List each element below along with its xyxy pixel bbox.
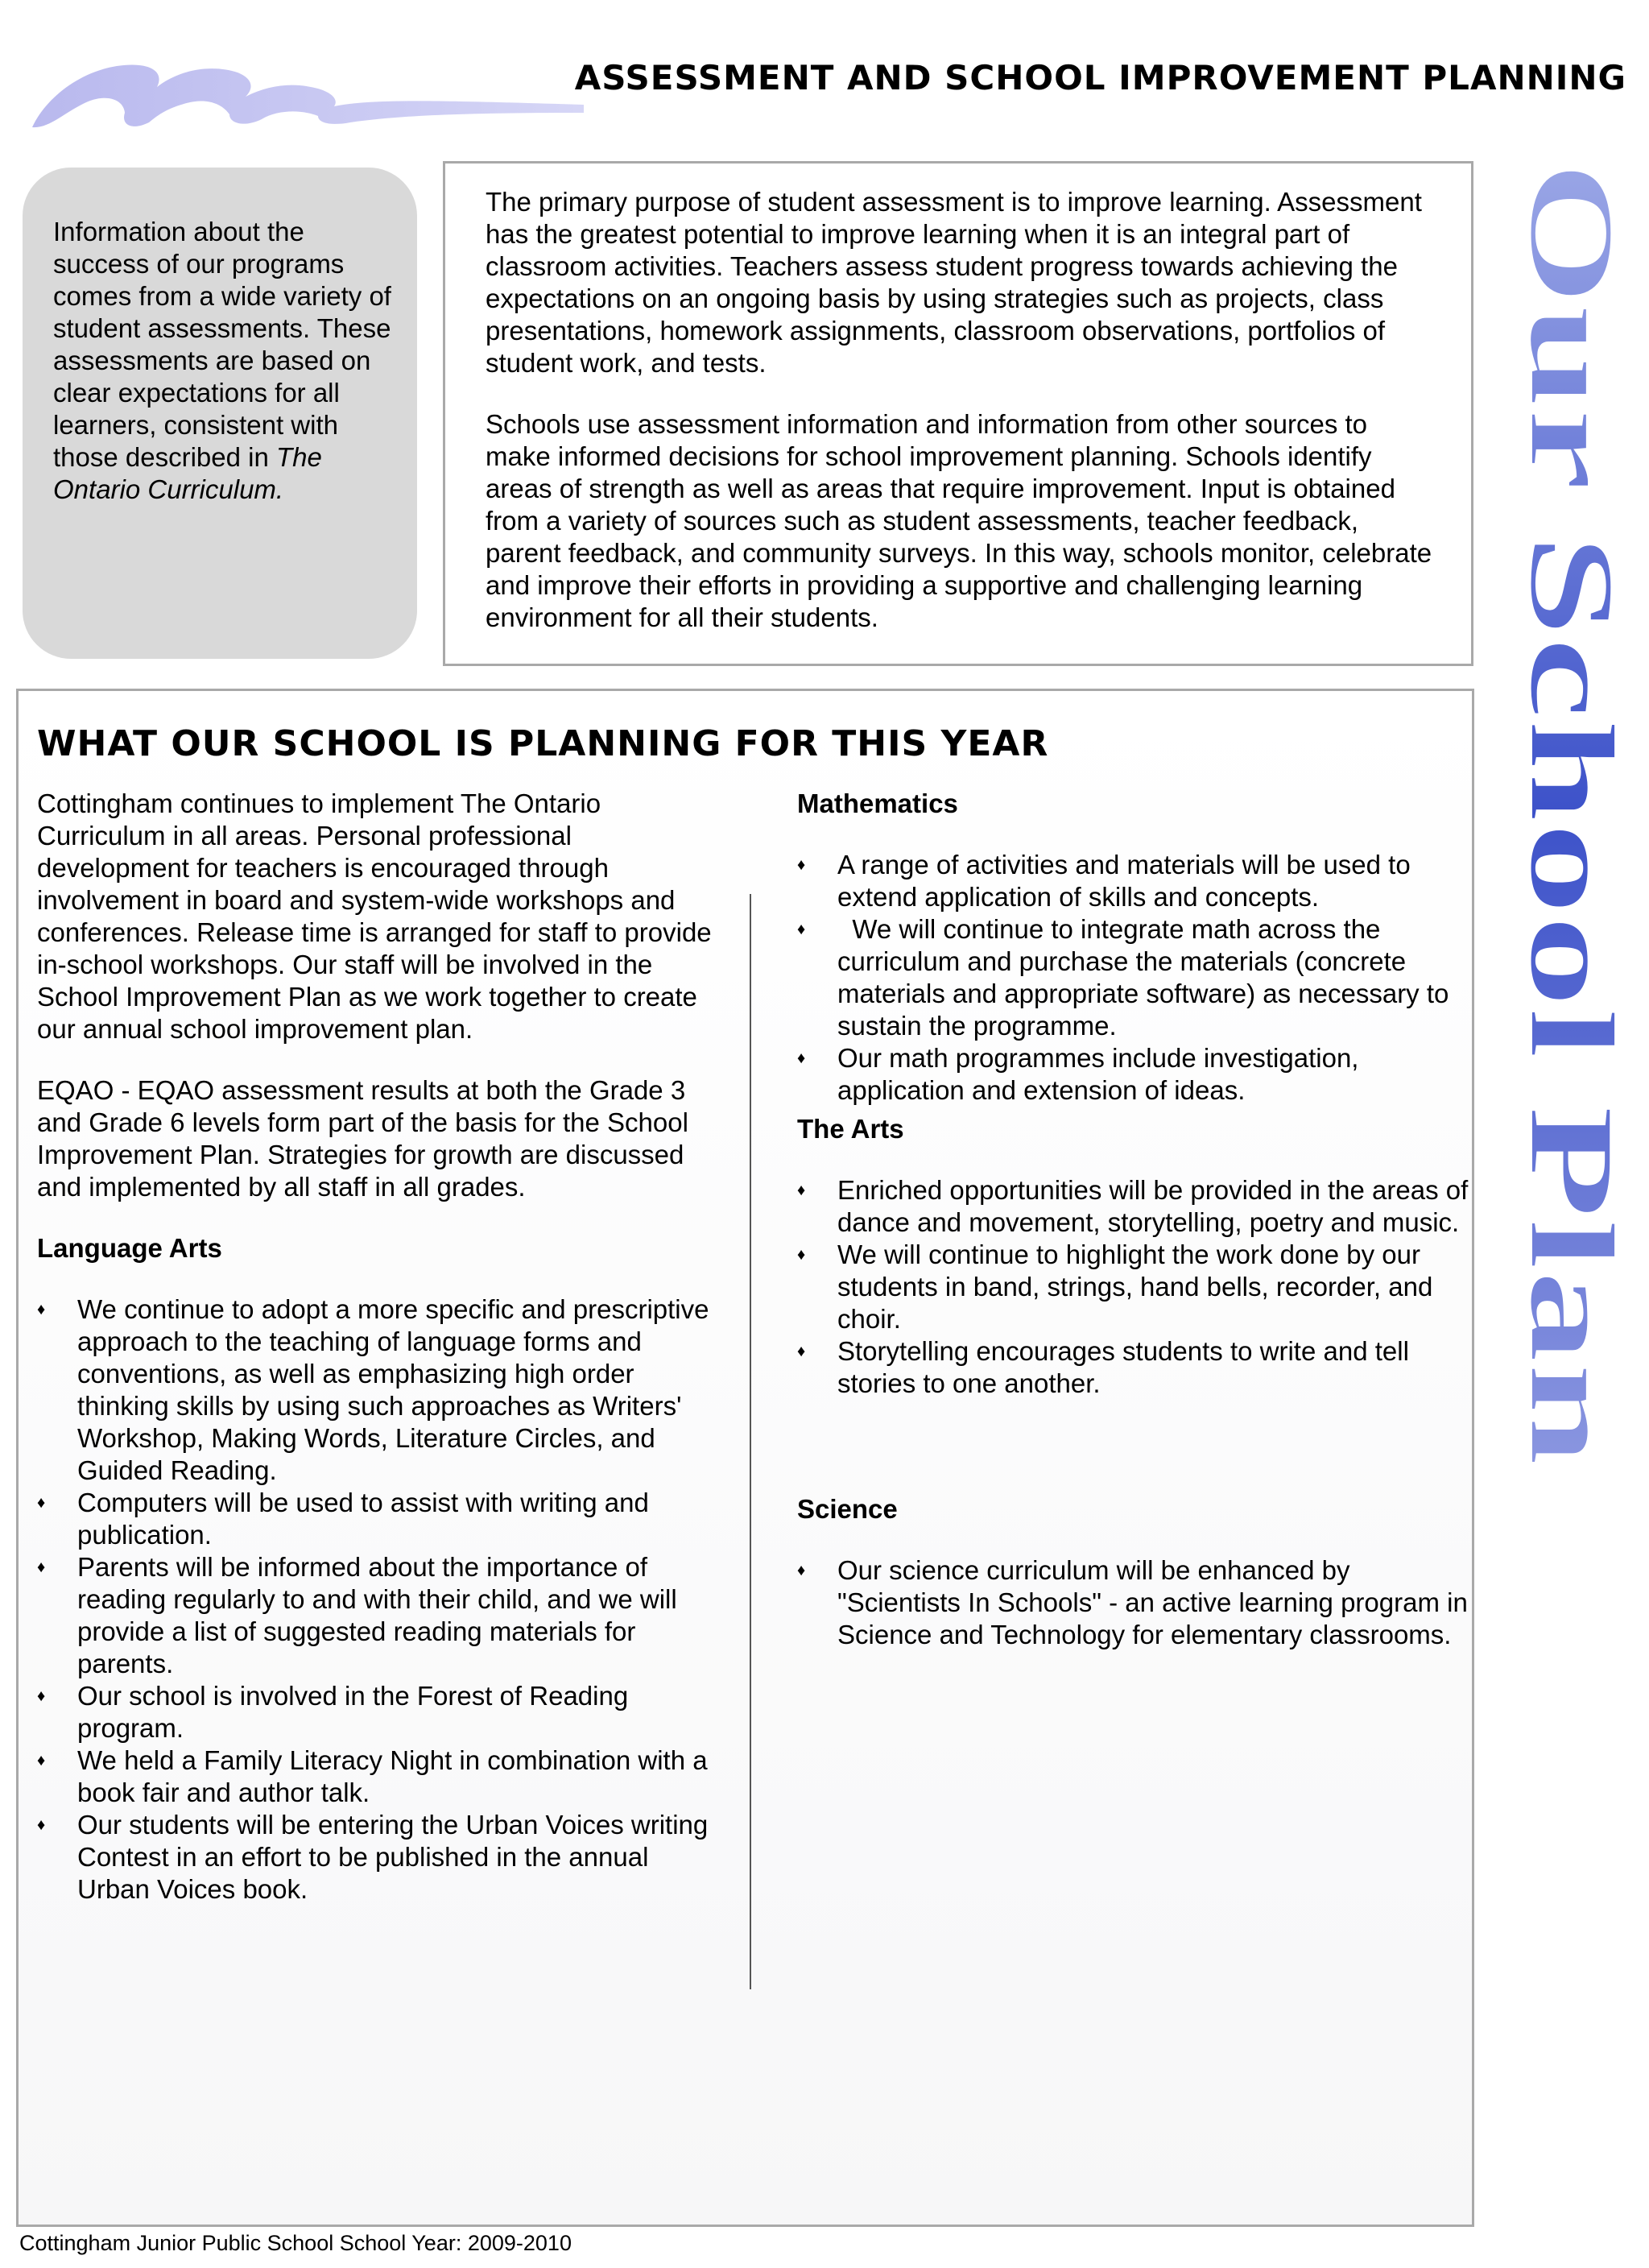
list-item-text: Enriched opportunities will be provided in the areas of dance and movement, storytelling, poetry and music. xyxy=(837,1175,1469,1237)
intro-paragraph: The primary purpose of student assessment is to improve learning. Assessment has the greatest potential to improve learning when it is an integral part of classroom activities. Teachers assess student progress towards achieving the expectations on an ongoing basis by using strategies such as projects, class presentations, homework assignments, classroom observations, portfolios of student work, and tests. xyxy=(486,187,1422,378)
arts-heading: The Arts xyxy=(797,1114,904,1144)
diamond-bullet-icon: ♦ xyxy=(797,1049,806,1067)
list-item xyxy=(37,1487,721,1551)
list-item xyxy=(797,1554,1473,1651)
diamond-bullet-icon: ♦ xyxy=(797,856,806,874)
diamond-bullet-icon: ♦ xyxy=(797,1562,806,1579)
list-item xyxy=(797,913,1473,1042)
column-divider xyxy=(750,894,751,1989)
list-item-text: We will continue to integrate math across the curriculum and purchase the materials (concrete materials and appropriate software) as necessary to sustain the programme. xyxy=(837,914,1457,1041)
sidebar-note-text xyxy=(53,216,393,506)
list-item-text: Our math programmes include investigation, application and extension of ideas. xyxy=(837,1043,1359,1105)
page-title: ASSESSMENT AND SCHOOL IMPROVEMENT PLANNING xyxy=(574,58,1626,97)
list-item xyxy=(797,849,1473,913)
list-item xyxy=(797,1335,1473,1400)
diamond-bullet-icon: ♦ xyxy=(37,1494,46,1512)
diamond-bullet-icon: ♦ xyxy=(37,1752,46,1769)
list-item xyxy=(37,1744,721,1809)
sidebar-note-plain: Information about the success of our programs comes from a wide variety of student assessments. These assessments are based on clear expectations for all learners, consistent with those described in xyxy=(53,217,391,472)
diamond-bullet-icon: ♦ xyxy=(797,1246,806,1264)
diamond-bullet-icon: ♦ xyxy=(797,921,806,938)
vertical-title-text: Our School Plan xyxy=(1505,161,1639,1012)
list-item-text: Our school is involved in the Forest of Reading program. xyxy=(77,1681,629,1743)
science-heading: Science xyxy=(797,1494,898,1524)
list-item-text: Computers will be used to assist with writing and publication. xyxy=(77,1488,649,1550)
language-arts-heading: Language Arts xyxy=(37,1233,222,1263)
science-list xyxy=(797,1554,1473,1651)
list-item xyxy=(37,1809,721,1906)
page-footer: Cottingham Junior Public School School Year: 2009-2010 xyxy=(19,2231,572,2255)
diamond-bullet-icon: ♦ xyxy=(37,1558,46,1576)
planning-right-column xyxy=(797,788,1473,1651)
list-item xyxy=(37,1551,721,1680)
list-item-text: Parents will be informed about the importance of reading regularly to and with their child, and we will provide a list of suggested reading materials for parents. xyxy=(77,1552,677,1678)
diamond-bullet-icon: ♦ xyxy=(797,1343,806,1360)
intro-paragraph: Schools use assessment information and information from other sources to make informed decisions for school improvement planning. Schools identify areas of strength as well as areas that require improvement. Input is obtained from a variety of sources such as student assessments, teacher feedback, parent feedback, and community surveys. In this way, schools monitor, celebrate and improve their efforts in providing a supportive and challenging learning environment for all their students. xyxy=(486,409,1432,632)
curriculum-paragraph: Cottingham continues to implement The Ontario Curriculum in all areas. Personal professional development for teachers is encouraged through involvement in board and system-wide workshops and conferences. Release time is arranged for staff to provide in-school workshops. Our staff will be involved in the School Improvement Plan as we work together to create our annual school improvement plan. xyxy=(37,788,712,1044)
list-item-text: Storytelling encourages students to write and tell stories to one another. xyxy=(837,1336,1409,1398)
list-item-text: We will continue to highlight the work done by our students in band, strings, hand bells, recorder, and choir. xyxy=(837,1240,1433,1334)
arts-list xyxy=(797,1174,1473,1400)
list-item xyxy=(797,1042,1473,1107)
header-swoosh-graphic xyxy=(28,56,592,149)
planning-heading: WHAT OUR SCHOOL IS PLANNING FOR THIS YEAR xyxy=(37,723,1049,764)
vertical-section-title xyxy=(1505,153,1639,1474)
eqao-paragraph: EQAO - EQAO assessment results at both the Grade 3 and Grade 6 levels form part of the basis for the School Improvement Plan. Strategies for growth are discussed and implemented by all staff in all grades. xyxy=(37,1075,688,1202)
sidebar-note-italic: The Ontario Curriculum. xyxy=(53,442,322,504)
diamond-bullet-icon: ♦ xyxy=(37,1816,46,1834)
list-item xyxy=(37,1680,721,1744)
list-item-text: Our students will be entering the Urban Voices writing Contest in an effort to be published in the annual Urban Voices book. xyxy=(77,1810,709,1904)
diamond-bullet-icon: ♦ xyxy=(797,1182,806,1199)
sidebar-info-note xyxy=(23,168,417,659)
planning-left-column xyxy=(37,788,721,1906)
list-item-text: We held a Family Literacy Night in combination with a book fair and author talk. xyxy=(77,1745,708,1807)
list-item xyxy=(37,1293,721,1487)
diamond-bullet-icon: ♦ xyxy=(37,1301,46,1318)
intro-box xyxy=(443,161,1473,666)
list-item-text: A range of activities and materials will be used to extend application of skills and concepts. xyxy=(837,850,1411,912)
list-item-text: We continue to adopt a more specific and prescriptive approach to the teaching of language forms and conventions, as well as emphasizing high order thinking skills by using such approaches as Writers' Workshop, Making Words, Literature Circles, and Guided Reading. xyxy=(77,1294,709,1485)
language-arts-list xyxy=(37,1293,721,1906)
mathematics-list xyxy=(797,849,1473,1107)
list-item-text: Our science curriculum will be enhanced by "Scientists In Schools" - an active learning program in Science and Technology for elementary classrooms. xyxy=(837,1555,1468,1649)
list-item xyxy=(797,1174,1473,1239)
list-item xyxy=(797,1239,1473,1335)
mathematics-heading: Mathematics xyxy=(797,788,958,818)
diamond-bullet-icon: ♦ xyxy=(37,1687,46,1705)
